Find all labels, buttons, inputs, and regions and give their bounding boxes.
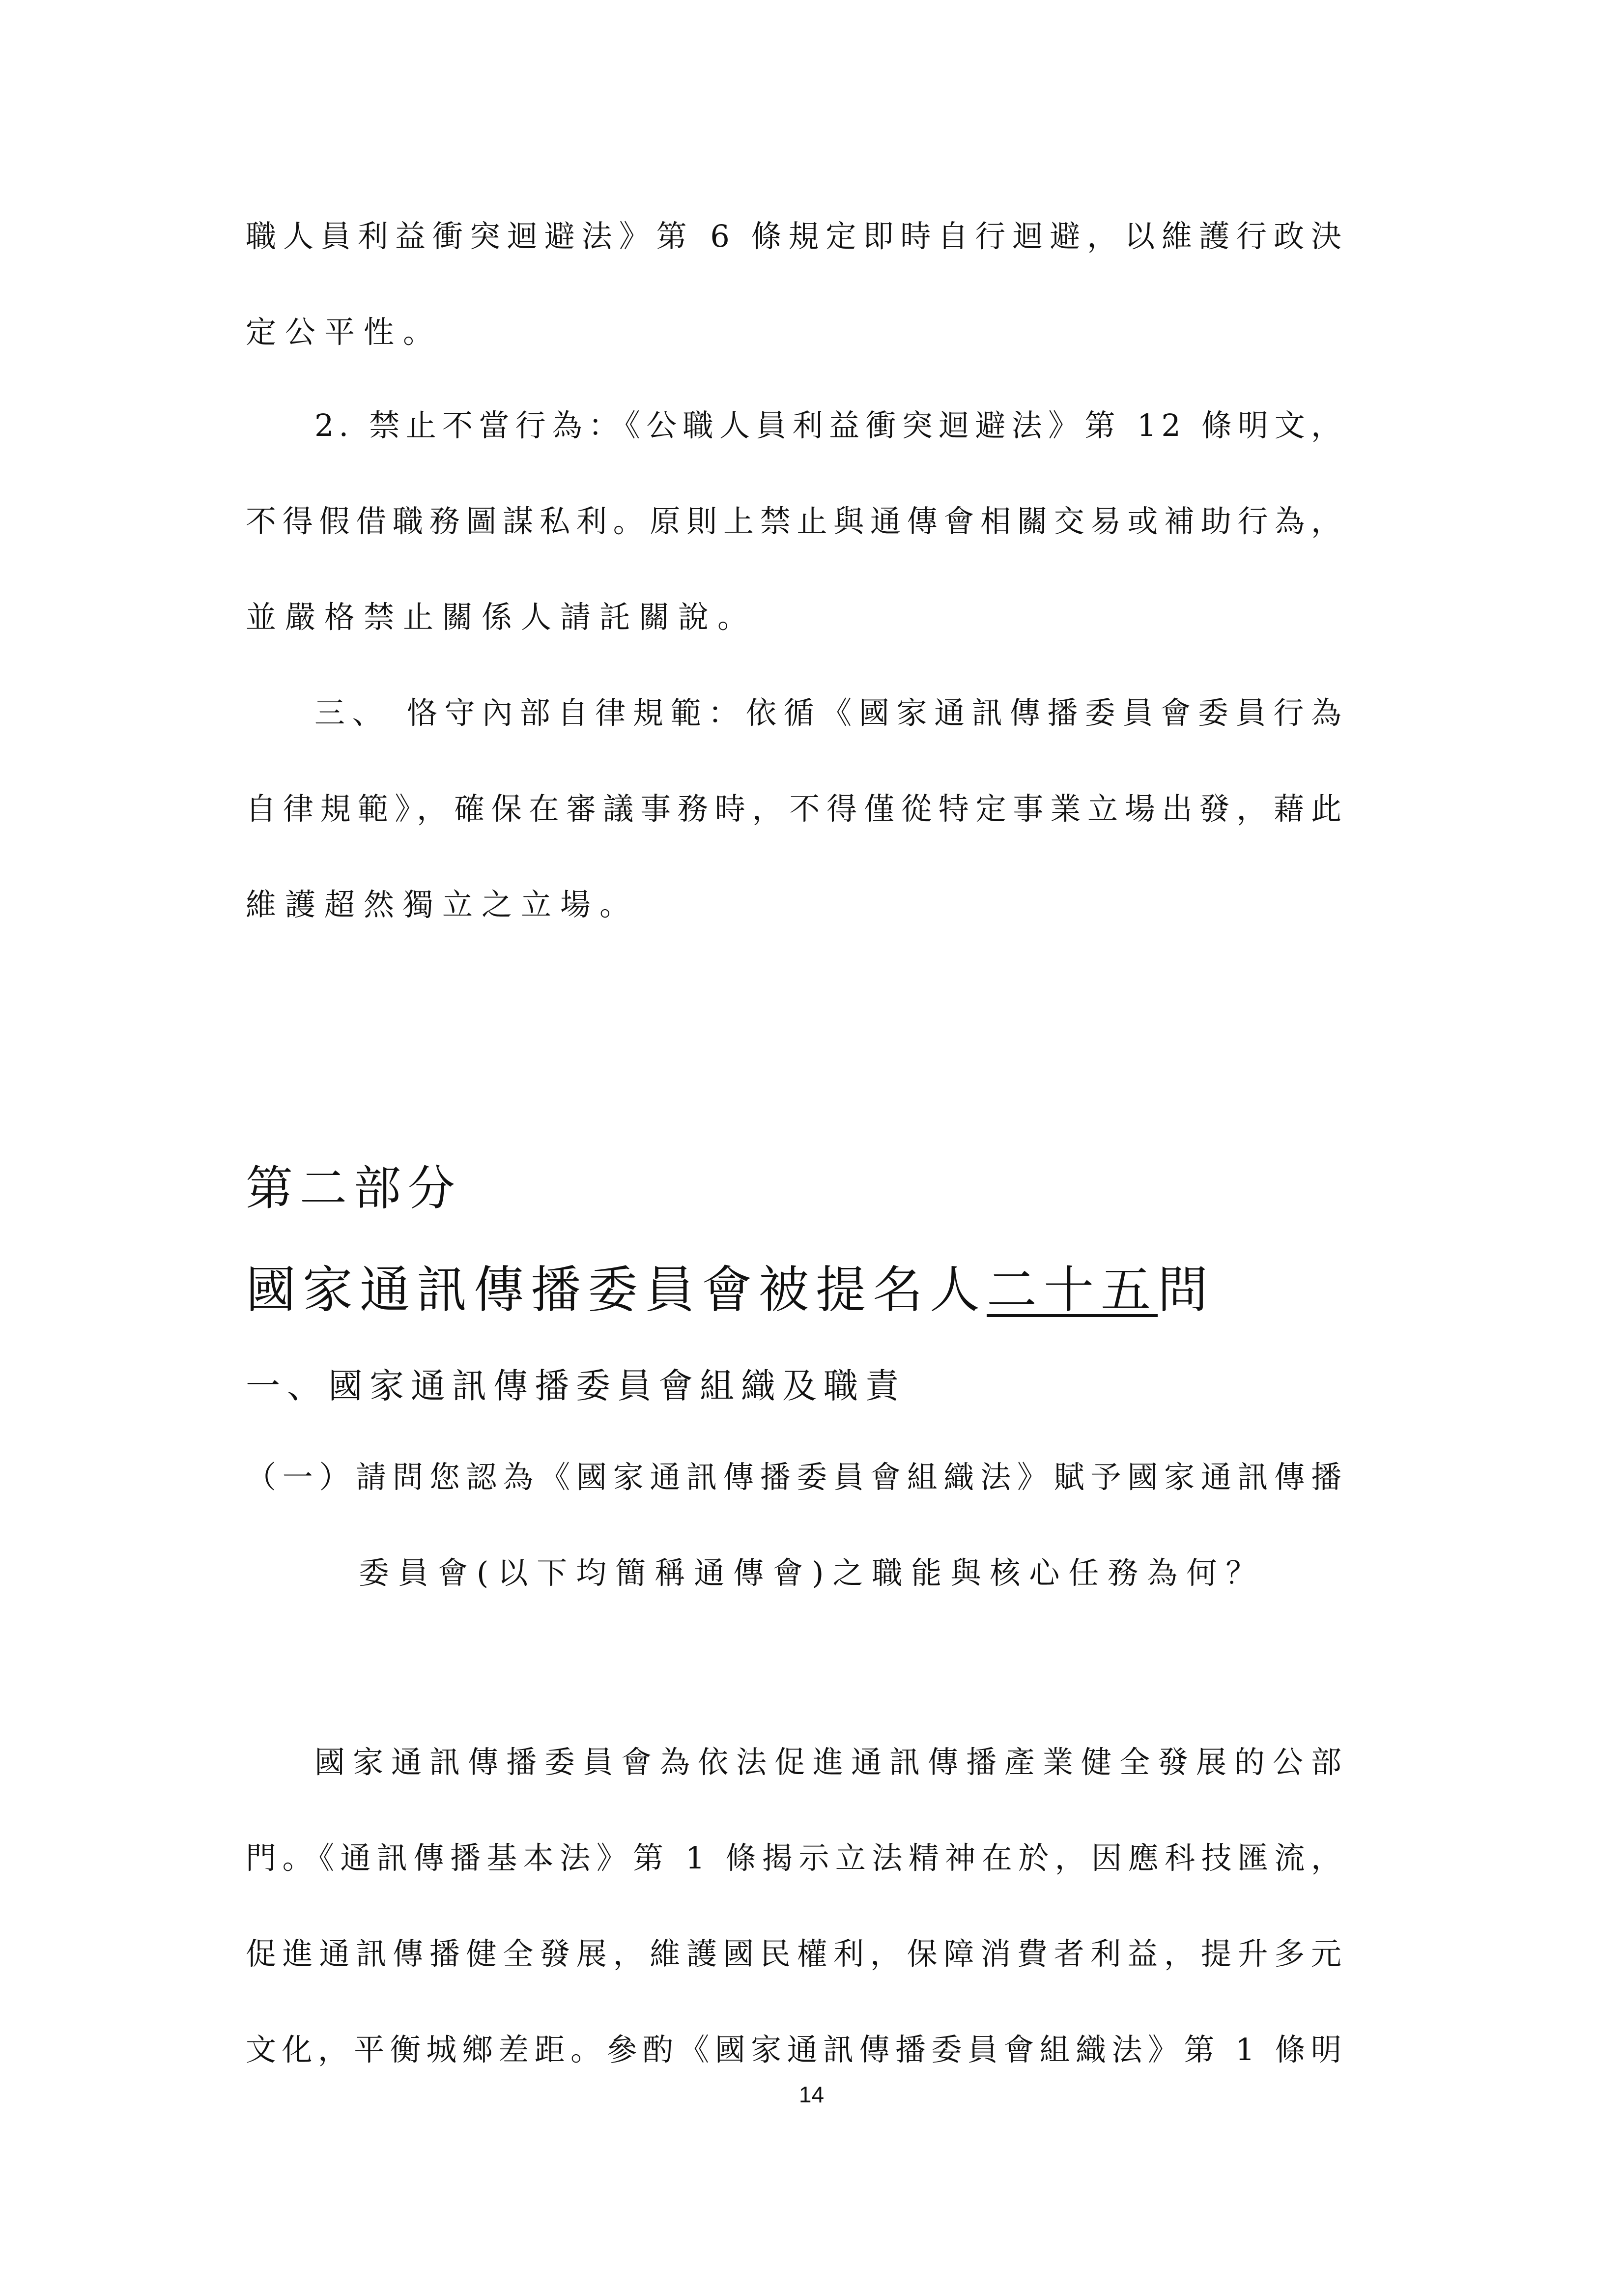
section-heading: 一、國家通訊傳播委員會組織及職責: [246, 1366, 906, 1406]
paragraph-3-line-3: 維護超然獨立之立場。: [246, 887, 639, 922]
paragraph-3-line-1: 三、 恪守內部自律規範：依循《國家通訊傳播委員會委員行為: [314, 695, 1346, 731]
paragraph-3-line-2: 自律規範》，確保在審議事務時，不得僅從特定事業立場出發，藉此: [246, 791, 1346, 827]
paragraph-1-line-1: 職人員利益衝突迴避法》第 6 條規定即時自行迴避，以維護行政決: [246, 218, 1346, 254]
paragraph-1-line-2: 定公平性。: [246, 314, 443, 350]
paragraph-2-line-3: 並嚴格禁止關係人請託關說。: [246, 599, 757, 635]
part-heading: 第二部分: [246, 1161, 462, 1216]
question-line-2: 委員會(以下均簡稱通傳會)之職能與核心任務為何？: [359, 1555, 1265, 1591]
title-underlined-number: 二十五: [987, 1261, 1158, 1320]
paragraph-2-line-1: 2. 禁止不當行為：《公職人員利益衝突迴避法》第 12 條明文，: [314, 407, 1346, 443]
question-line-1: （一）請問您認為《國家通訊傳播委員會組織法》賦予國家通訊傳播: [246, 1459, 1346, 1495]
page-title: [246, 1261, 1215, 1320]
answer-line-3: 促進通訊傳播健全發展，維護國民權利，保障消費者利益，提升多元: [246, 1936, 1346, 1972]
title-suffix: 問: [1158, 1261, 1215, 1320]
page-number: 14: [798, 2082, 825, 2107]
answer-line-4: 文化，平衡城鄉差距。參酌《國家通訊傳播委員會組織法》第 1 條明: [246, 2032, 1346, 2067]
answer-line-1: 國家通訊傳播委員會為依法促進通訊傳播產業健全發展的公部: [314, 1744, 1346, 1780]
answer-line-2: 門。《通訊傳播基本法》第 1 條揭示立法精神在於，因應科技匯流，: [246, 1840, 1346, 1876]
title-prefix: 國家通訊傳播委員會被提名人: [246, 1261, 987, 1320]
paragraph-2-line-2: 不得假借職務圖謀私利。原則上禁止與通傳會相關交易或補助行為，: [246, 503, 1346, 539]
